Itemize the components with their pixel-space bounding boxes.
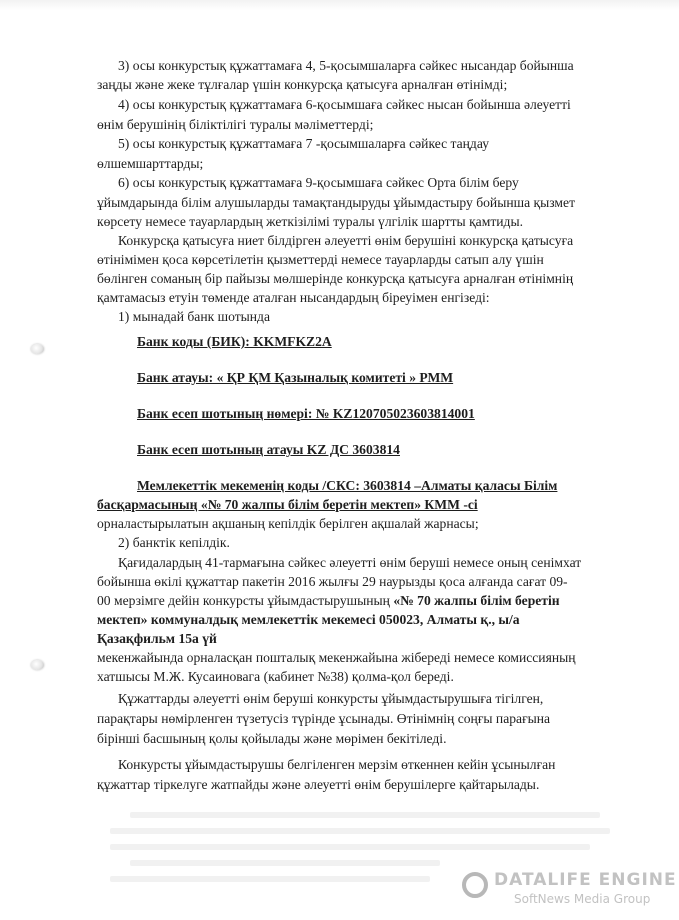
bleed-through-mark bbox=[110, 876, 430, 882]
bank-account-number-line: Банк есеп шотының нөмері: № KZ120705023603814001 bbox=[137, 406, 475, 421]
bank-account-name-line: Банк есеп шотының атауы KZ ДС 3603814 bbox=[137, 442, 400, 457]
text-line-25-plain: 00 мерзімге дейін конкурсты ұйымдастырушының bbox=[97, 593, 394, 608]
watermark-subtitle: SoftNews Media Group bbox=[514, 892, 651, 906]
text-line-14: 1) мынадай банк шотында bbox=[118, 309, 271, 324]
text-line-2: заңды және жеке тұлғалар үшін конкурсқа қатысуға арналған өтінімді; bbox=[97, 77, 508, 92]
institution-code-line: Мемлекеттік мекеменің коды /СКС: 3603814 –Алматы қаласы Білім bbox=[137, 478, 558, 493]
text-line-12: бөлінген соманың бір пайызы мөлшерінде конкурсқа қатысуға арналған өтінімнің bbox=[97, 271, 574, 286]
bank-code-line: Банк коды (БИК): KKMFKZ2A bbox=[137, 334, 332, 349]
watermark-logo-icon bbox=[462, 872, 488, 898]
text-line-6: өлшемшарттарды; bbox=[97, 156, 204, 171]
bleed-through-mark bbox=[130, 860, 440, 866]
text-line-23: Қағидалардың 41-тармағына сәйкес әлеуетті өнім беруші немесе оның сенімхат bbox=[118, 555, 582, 570]
punch-hole bbox=[31, 344, 44, 354]
text-line-9: көрсету немесе тауарлардың жеткізілімі туралы үлгілік шартты қамтиды. bbox=[97, 214, 523, 229]
bank-name-line: Банк атауы: « ҚР ҚМ Қазыналық комитеті » РММ bbox=[137, 370, 454, 385]
text-line-5: 5) осы конкурстық құжаттамаға 7 -қосымшаларға сәйкес таңдау bbox=[118, 136, 489, 151]
text-line-10: Конкурсқа қатысуға ниет білдірген әлеуетті өнім берушіні конкурсқа қатысуға bbox=[118, 233, 574, 248]
text-line-25-bold: «№ 70 жалпы білім беретін bbox=[393, 593, 560, 608]
text-line-28: мекенжайында орналасқан пошталық мекенжайына жібереді немесе комиссияның bbox=[97, 650, 576, 665]
institution-name-line: басқармасының «№ 70 жалпы білім беретін мектеп» КММ -сі bbox=[97, 497, 478, 512]
text-line-33: Конкурсты ұйымдастырушы белгіленген мерзім өткеннен кейін ұсынылған bbox=[118, 757, 556, 772]
text-line-8: ұйымдарында білім алушыларды тамақтандыруды ұйымдастыру бойынша қызмет bbox=[97, 195, 576, 210]
text-line-7: 6) осы конкурстық құжаттамаға 9-қосымшаға сәйкес Орта білім беру bbox=[118, 175, 519, 190]
address-line-1: мектеп» коммуналдық мемлекеттік мекемесі 050023, Алматы қ., ы/а bbox=[97, 612, 520, 627]
text-line-31: парақтары нөмірленген түзетусіз түрінде ұсынады. Өтінімнің соңғы парағына bbox=[97, 711, 551, 726]
text-line-29: хатшысы М.Ж. Кусаиновага (кабинет №38) қолма-қол береді. bbox=[97, 669, 454, 684]
punch-hole bbox=[31, 660, 44, 670]
bleed-through-mark bbox=[110, 828, 610, 834]
text-line-34: құжаттар тіркелуге жатпайды және әлеуетті өнім берушілерге қайтарылады. bbox=[97, 777, 540, 792]
text-line-13: қамтамасыз етуін төменде аталған нысандардың біреуімен енгізеді: bbox=[97, 290, 490, 305]
text-line-22: 2) банктік кепілдік. bbox=[118, 535, 230, 550]
scan-top-edge bbox=[0, 0, 679, 10]
text-line-4: өнім берушінің біліктілігі туралы мәліметтерді; bbox=[97, 117, 374, 132]
text-line-21: орналастырылатын ақшаның кепілдік берілген ақшалай жарнасы; bbox=[97, 516, 479, 531]
text-line-24: бойынша өкілі құжаттар пакетін 2016 жылғы 29 наурызды қоса алғанда сағат 09- bbox=[97, 574, 568, 589]
bleed-through-mark bbox=[110, 844, 590, 850]
watermark-title: DATALIFE ENGINE bbox=[494, 870, 677, 890]
text-line-3: 4) осы конкурстық құжаттамаға 6-қосымшаға сәйкес нысан бойынша әлеуетті bbox=[118, 97, 571, 112]
text-line-32: бірінші басшының қолы қойылады және мөрімен бекітіледі. bbox=[97, 731, 447, 746]
site-watermark bbox=[462, 870, 677, 912]
text-line-1: 3) осы конкурстық құжаттамаға 4, 5-қосымшаларға сәйкес нысандар бойынша bbox=[118, 58, 574, 73]
text-line-25 bbox=[0, 592, 679, 609]
bleed-through-mark bbox=[130, 812, 600, 818]
address-line-2: Қазақфильм 15а үй bbox=[97, 631, 217, 646]
text-line-11: өтінімімен қоса көрсетілетін қызметтерді немесе тауарларды сатып алу үшін bbox=[97, 252, 544, 267]
text-line-30: Құжаттарды әлеуетті өнім беруші конкурсты ұйымдастырушыға тігілген, bbox=[118, 691, 544, 706]
